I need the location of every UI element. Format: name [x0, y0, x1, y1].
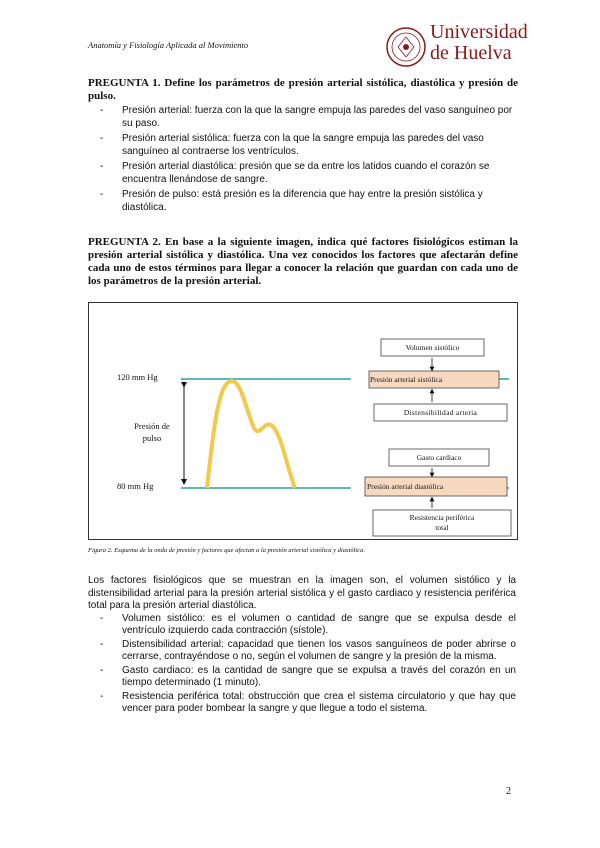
pulse-label	[129, 420, 175, 444]
list-item: - Presión arterial sistólica: fuerza con la que la sangre empuja las paredes del vaso sanguíneo al contraerse los ventrículos.	[100, 132, 520, 158]
pulse-label-line2: pulso	[142, 433, 162, 443]
question-1-title: PREGUNTA 1. Define los parámetros de presión arterial sistólica, diastólica y presión de pulso.	[88, 77, 518, 102]
list-item: - Distensibilidad arterial: capacidad que tienen los vasos sanguíneos de poder abrirse o cerrarse, contrayéndose o no, según el volumen de sangre y la presión de la misma.	[100, 639, 516, 663]
pressure-wave	[207, 381, 295, 488]
box-resist-line1: Resistencia periférica	[409, 513, 475, 522]
course-header: Anatomía y Fisiología Aplicada al Movimiento	[88, 40, 249, 50]
page-number: 2	[506, 786, 511, 797]
logo-line1: Universidad	[430, 21, 528, 43]
logo-line2: de Huelva	[430, 42, 512, 64]
figure-caption: Figura 2. Esquema de la onda de presión y factores que afectan a la presión arterial sistólica y diastólica.	[88, 547, 365, 554]
box-pad-label: Presión arterial diastólica	[367, 482, 444, 491]
list-item: - Volumen sistólico: es el volumen o cantidad de sangre que se expulsa desde el ventrículo izquierdo cada contracción (sístole).	[100, 613, 516, 637]
pulse-label-line1: Presión de	[134, 421, 170, 431]
answer-intro: Los factores fisiológicos que se muestran en la imagen son, el volumen sistólico y la distensibilidad arterial para la presión arterial sistólica y el gasto cardiaco y resistencia periférica total para la presión arterial diastólica.	[88, 575, 516, 611]
university-logo-text	[430, 22, 528, 64]
label-120: 120 mm Hg	[117, 372, 158, 382]
list-item: - Presión arterial diastólica: presión que se da entre los latidos cuando el corazón se encuentra llenándose de sangre.	[100, 160, 520, 186]
list-item: - Resistencia periférica total: obstrucción que crea el sistema circulatorio y que hay que vencer para poder bombear la sangre y que llegue a todo el sistema.	[100, 691, 516, 715]
box-resist-line2: total	[435, 523, 449, 532]
box-pas-label: Presión arterial sistólica	[370, 375, 443, 384]
box-resist-label	[373, 513, 511, 533]
label-80: 80 mm Hg	[117, 481, 154, 491]
question-2-title: PREGUNTA 2. En base a la siguiente imagen, indica qué factores fisiológicos estiman la presión arterial sistólica y diastólica. Una vez conocidos los factores que afectarán define cada uno de estos términos para llegar a conocer la relación que guardan con cada uno de los parámetros de la presión arterial.	[88, 236, 518, 287]
list-item: - Gasto cardiaco: es la cantidad de sangre que se expulsa a través del corazón en un tiempo determinado (1 minuto).	[100, 665, 516, 689]
box-distens-label: Distensibilidad arteria	[403, 408, 478, 417]
list-item: - Presión de pulso: está presión es la diferencia que hay entre la presión sistólica y diastólica.	[100, 188, 520, 214]
pressure-wave-figure	[88, 302, 518, 540]
answer-list	[100, 613, 516, 717]
box-gasto-label: Gasto cardiaco	[416, 453, 462, 462]
box-volumen-label: Volumen sistólico	[405, 343, 460, 352]
question-1-list	[100, 104, 520, 216]
list-item: - Presión arterial: fuerza con la que la sangre empuja las paredes del vaso sanguíneo por su paso.	[100, 104, 520, 130]
